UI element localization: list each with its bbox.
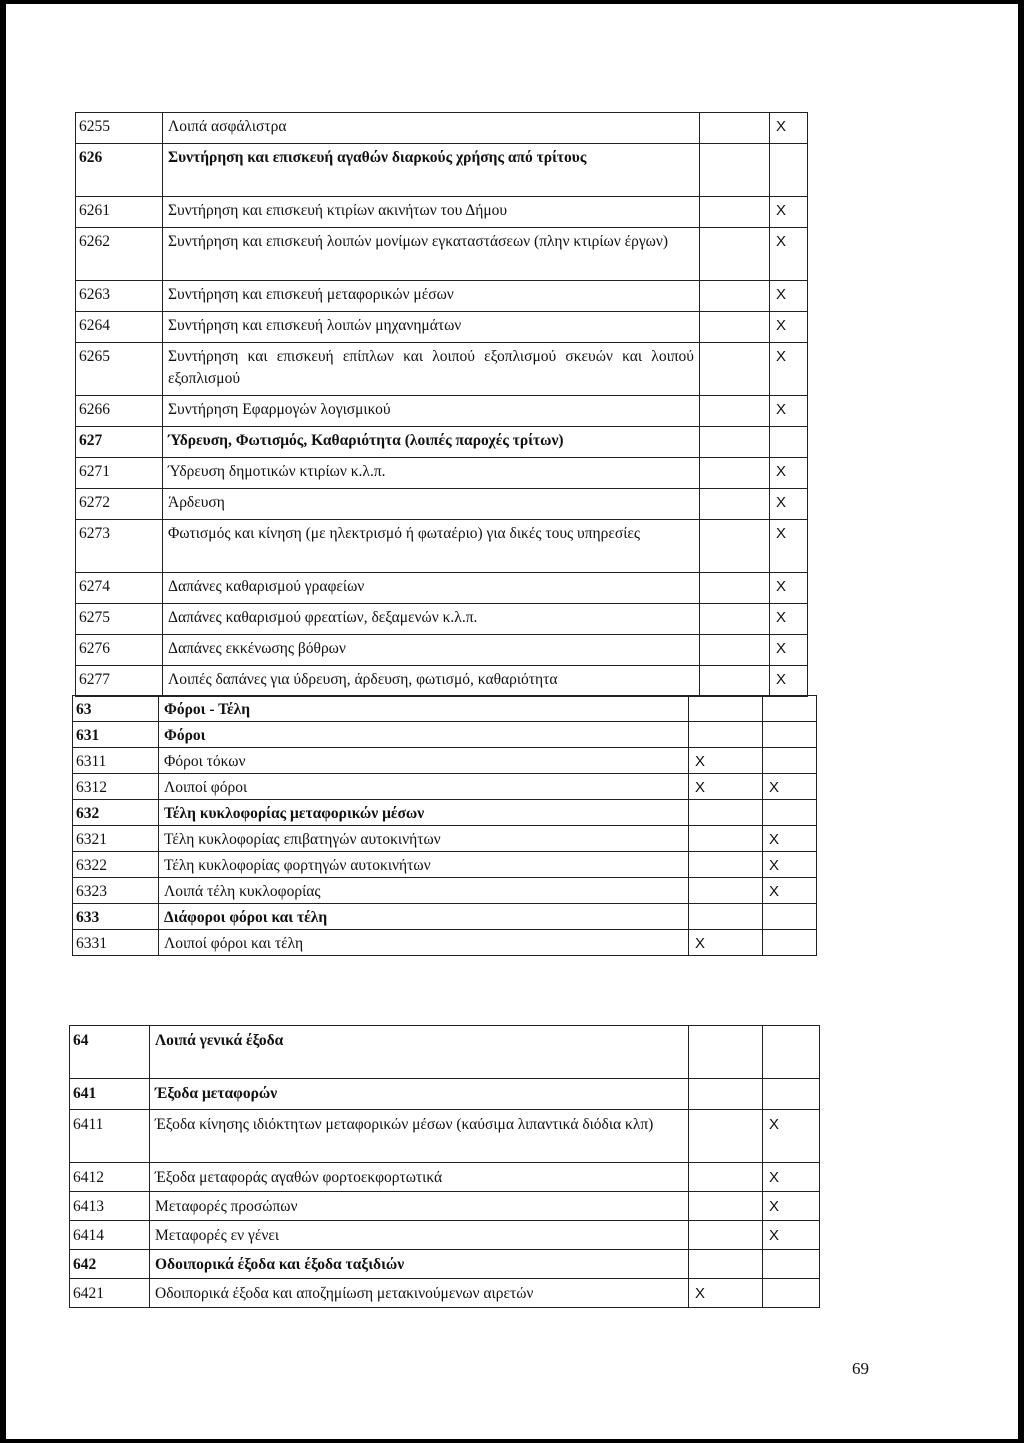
mark-col-b: X <box>770 604 808 635</box>
account-code: 6323 <box>73 878 159 904</box>
table-row <box>73 774 817 800</box>
mark-col-b <box>763 1250 820 1279</box>
mark-col-a <box>689 1221 763 1250</box>
table-row <box>76 666 808 697</box>
mark-col-b <box>763 800 817 826</box>
table-row <box>76 144 808 197</box>
account-description: Λοιπά γενικά έξοδα <box>150 1026 689 1079</box>
mark-col-b: X <box>770 197 808 228</box>
account-code: 6274 <box>76 573 163 604</box>
mark-col-a: X <box>689 1279 763 1308</box>
account-code: 6272 <box>76 489 163 520</box>
mark-col-b: X <box>763 1163 820 1192</box>
account-description: Συντήρηση και επισκευή επίπλων και λοιπού εξοπλισμού σκευών και λοιπού εξοπλισμού <box>163 343 700 396</box>
account-code: 6261 <box>76 197 163 228</box>
account-description: Έξοδα μεταφορών <box>150 1079 689 1110</box>
account-description: Άρδευση <box>163 489 700 520</box>
table-row <box>76 635 808 666</box>
table-row <box>76 228 808 281</box>
account-code: 6411 <box>70 1110 150 1163</box>
table-row <box>73 748 817 774</box>
account-code: 6412 <box>70 1163 150 1192</box>
account-code: 6276 <box>76 635 163 666</box>
account-code: 6421 <box>70 1279 150 1308</box>
table-row <box>70 1221 820 1250</box>
mark-col-b: X <box>763 826 817 852</box>
account-code: 6331 <box>73 930 159 956</box>
table-row <box>73 878 817 904</box>
table-row <box>73 904 817 930</box>
account-description: Ύδρευση, Φωτισμός, Καθαριότητα (λοιπές παροχές τρίτων) <box>163 427 700 458</box>
account-description: Συντήρηση και επισκευή λοιπών μονίμων εγκαταστάσεων (πλην κτιρίων έργων) <box>163 228 700 281</box>
mark-col-b <box>763 1079 820 1110</box>
mark-col-a <box>689 696 763 722</box>
mark-col-a <box>700 144 770 197</box>
mark-col-a <box>689 1192 763 1221</box>
table-row <box>76 343 808 396</box>
table-row <box>70 1250 820 1279</box>
account-code: 631 <box>73 722 159 748</box>
mark-col-a <box>689 800 763 826</box>
mark-col-a: X <box>689 748 763 774</box>
account-description: Έξοδα κίνησης ιδιόκτητων μεταφορικών μέσων (καύσιμα λιπαντικά διόδια κλπ) <box>150 1110 689 1163</box>
mark-col-a <box>689 1079 763 1110</box>
table-row <box>73 722 817 748</box>
account-description: Οδοιπορικά έξοδα και αποζημίωση μετακινούμενων αιρετών <box>150 1279 689 1308</box>
account-code: 6255 <box>76 113 163 144</box>
account-description: Λοιποί φόροι <box>159 774 689 800</box>
mark-col-a <box>689 878 763 904</box>
account-description: Έξοδα μεταφοράς αγαθών φορτοεκφορτωτικά <box>150 1163 689 1192</box>
table-row <box>76 458 808 489</box>
mark-col-b: X <box>770 312 808 343</box>
accounts-table-64 <box>69 1025 820 1308</box>
mark-col-b: X <box>770 666 808 697</box>
account-code: 633 <box>73 904 159 930</box>
mark-col-b <box>763 748 817 774</box>
table-row <box>70 1026 820 1079</box>
mark-col-a <box>689 1110 763 1163</box>
account-code: 642 <box>70 1250 150 1279</box>
account-description: Φόροι <box>159 722 689 748</box>
table-row <box>70 1163 820 1192</box>
account-description: Μεταφορές εν γένει <box>150 1221 689 1250</box>
account-description: Δαπάνες καθαρισμού φρεατίων, δεξαμενών κ.λ.π. <box>163 604 700 635</box>
account-code: 6263 <box>76 281 163 312</box>
account-description: Διάφοροι φόροι και τέλη <box>159 904 689 930</box>
mark-col-a <box>689 1250 763 1279</box>
mark-col-a <box>700 197 770 228</box>
mark-col-a <box>700 666 770 697</box>
account-description: Λοιπά ασφάλιστρα <box>163 113 700 144</box>
page-number: 69 <box>852 1359 869 1378</box>
account-code: 6414 <box>70 1221 150 1250</box>
account-code: 63 <box>73 696 159 722</box>
account-code: 64 <box>70 1026 150 1079</box>
table-row <box>76 197 808 228</box>
mark-col-a <box>689 722 763 748</box>
account-description: Τέλη κυκλοφορίας επιβατηγών αυτοκινήτων <box>159 826 689 852</box>
account-code: 6271 <box>76 458 163 489</box>
account-description: Λοιπές δαπάνες για ύδρευση, άρδευση, φωτισμό, καθαριότητα <box>163 666 700 697</box>
account-code: 6311 <box>73 748 159 774</box>
account-code: 626 <box>76 144 163 197</box>
table-row <box>76 489 808 520</box>
account-description: Δαπάνες καθαρισμού γραφείων <box>163 573 700 604</box>
account-code: 632 <box>73 800 159 826</box>
mark-col-a <box>689 852 763 878</box>
mark-col-a <box>700 635 770 666</box>
mark-col-b <box>770 427 808 458</box>
account-description: Φωτισμός και κίνηση (με ηλεκτρισμό ή φωταέριο) για δικές τους υπηρεσίες <box>163 520 700 573</box>
mark-col-b: X <box>763 1110 820 1163</box>
mark-col-b: X <box>770 458 808 489</box>
table-row <box>73 800 817 826</box>
mark-col-a: X <box>689 774 763 800</box>
table-row <box>70 1079 820 1110</box>
mark-col-b: X <box>770 343 808 396</box>
mark-col-b: X <box>770 489 808 520</box>
account-description: Οδοιπορικά έξοδα και έξοδα ταξιδιών <box>150 1250 689 1279</box>
mark-col-b: X <box>770 228 808 281</box>
mark-col-a <box>700 489 770 520</box>
mark-col-b: X <box>763 774 817 800</box>
mark-col-b: X <box>763 1221 820 1250</box>
mark-col-a <box>700 281 770 312</box>
mark-col-b <box>763 930 817 956</box>
mark-col-a <box>700 604 770 635</box>
account-code: 627 <box>76 427 163 458</box>
mark-col-b: X <box>770 113 808 144</box>
account-code: 6322 <box>73 852 159 878</box>
account-code: 6275 <box>76 604 163 635</box>
mark-col-b <box>763 904 817 930</box>
table-row <box>73 852 817 878</box>
mark-col-b: X <box>763 852 817 878</box>
account-code: 6413 <box>70 1192 150 1221</box>
mark-col-b: X <box>770 635 808 666</box>
table-row <box>70 1279 820 1308</box>
mark-col-a <box>700 520 770 573</box>
account-code: 6262 <box>76 228 163 281</box>
account-code: 6312 <box>73 774 159 800</box>
mark-col-b <box>763 1279 820 1308</box>
mark-col-b: X <box>770 573 808 604</box>
table-row <box>76 113 808 144</box>
table-row <box>76 396 808 427</box>
mark-col-a <box>700 312 770 343</box>
account-description: Ύδρευση δημοτικών κτιρίων κ.λ.π. <box>163 458 700 489</box>
account-description: Συντήρηση Εφαρμογών λογισμικού <box>163 396 700 427</box>
mark-col-b: X <box>770 396 808 427</box>
account-description: Τέλη κυκλοφορίας μεταφορικών μέσων <box>159 800 689 826</box>
mark-col-b <box>763 722 817 748</box>
table-row <box>76 573 808 604</box>
mark-col-b <box>770 144 808 197</box>
account-description: Φόροι - Τέλη <box>159 696 689 722</box>
account-description: Συντήρηση και επισκευή αγαθών διαρκούς χρήσης από τρίτους <box>163 144 700 197</box>
account-description: Συντήρηση και επισκευή μεταφορικών μέσων <box>163 281 700 312</box>
account-description: Φόροι τόκων <box>159 748 689 774</box>
mark-col-a <box>700 573 770 604</box>
mark-col-a <box>700 427 770 458</box>
account-code: 6266 <box>76 396 163 427</box>
mark-col-a <box>689 826 763 852</box>
mark-col-b: X <box>763 1192 820 1221</box>
account-code: 641 <box>70 1079 150 1110</box>
mark-col-a <box>700 343 770 396</box>
account-description: Δαπάνες εκκένωσης βόθρων <box>163 635 700 666</box>
account-description: Συντήρηση και επισκευή κτιρίων ακινήτων του Δήμου <box>163 197 700 228</box>
table-row <box>73 696 817 722</box>
table-row <box>76 427 808 458</box>
mark-col-a <box>700 228 770 281</box>
account-code: 6265 <box>76 343 163 396</box>
mark-col-b: X <box>763 878 817 904</box>
table-row <box>70 1192 820 1221</box>
table-row <box>70 1110 820 1163</box>
mark-col-a <box>689 1163 763 1192</box>
mark-col-b: X <box>770 520 808 573</box>
table-row <box>76 520 808 573</box>
mark-col-a <box>700 113 770 144</box>
table-row <box>76 604 808 635</box>
accounts-table-63 <box>72 695 817 956</box>
table-row <box>73 930 817 956</box>
mark-col-a <box>700 458 770 489</box>
table-row <box>76 281 808 312</box>
mark-col-a <box>689 904 763 930</box>
account-description: Λοιποί φόροι και τέλη <box>159 930 689 956</box>
mark-col-b: X <box>770 281 808 312</box>
table-row <box>76 312 808 343</box>
mark-col-b <box>763 1026 820 1079</box>
accounts-table-626-627 <box>75 112 808 697</box>
account-description: Συντήρηση και επισκευή λοιπών μηχανημάτων <box>163 312 700 343</box>
account-description: Τέλη κυκλοφορίας φορτηγών αυτοκινήτων <box>159 852 689 878</box>
account-description: Λοιπά τέλη κυκλοφορίας <box>159 878 689 904</box>
account-code: 6321 <box>73 826 159 852</box>
mark-col-a <box>689 1026 763 1079</box>
mark-col-b <box>763 696 817 722</box>
account-code: 6277 <box>76 666 163 697</box>
mark-col-a: X <box>689 930 763 956</box>
mark-col-a <box>700 396 770 427</box>
table-row <box>73 826 817 852</box>
account-code: 6273 <box>76 520 163 573</box>
account-description: Μεταφορές προσώπων <box>150 1192 689 1221</box>
account-code: 6264 <box>76 312 163 343</box>
